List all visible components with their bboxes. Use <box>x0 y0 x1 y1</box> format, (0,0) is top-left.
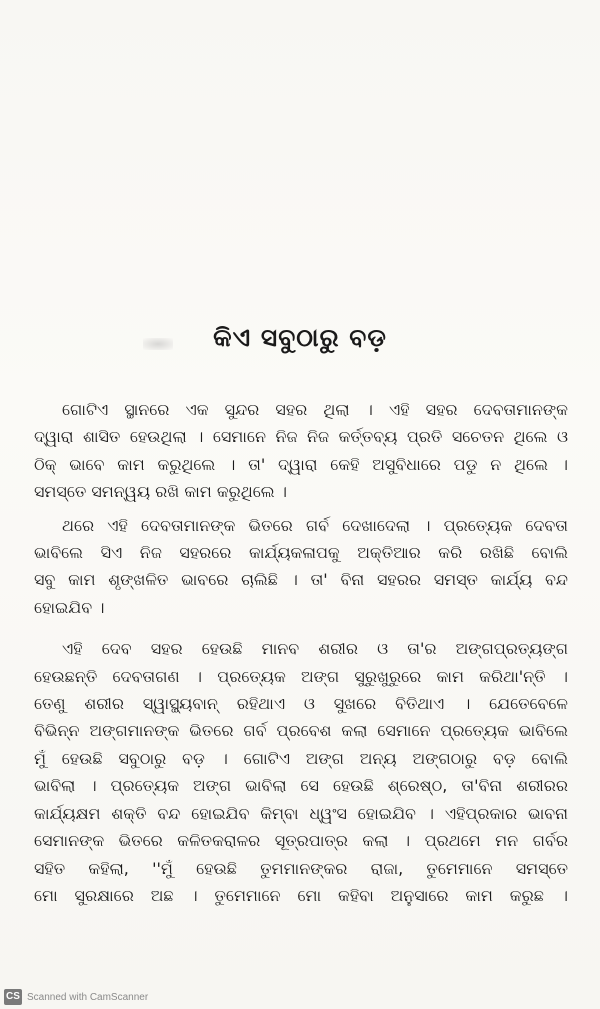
text-line: ଥରେ ଏହି ଦେବତାମାନଙ୍କ ଭିତରେ ଗର୍ବ ଦେଖାଦେଲା । ପ୍ରତ୍ୟେକ ଦେବତା <box>62 515 568 535</box>
paragraph <box>34 396 568 506</box>
text-line: ବିଭିନ୍ନ ଅଙ୍ଗମାନଙ୍କ ଭିତରେ ଗର୍ବ ପ୍ରବେଶ କଲା ସେମାନେ ପ୍ରତ୍ୟେକ ଭାବିଲେ <box>34 721 568 741</box>
text-line: କାର୍ଯ୍ୟକ୍ଷମ ଶକ୍ତି ବନ୍ଦ ହୋଇଯିବ କିମ୍ବା ଧ୍ୱଂସ ହୋଇଯିବ । ଏହିପ୍ରକାର ଭାବନା <box>34 803 568 823</box>
text-line: ଦ୍ୱାରା ଶାସିତ ହେଉଥିଲା । ସେମାନେ ନିଜ ନିଜ କର୍ତ୍ତବ୍ୟ ପ୍ରତି ସଚେତନ ଥିଲେ ଓ <box>34 427 568 447</box>
text-line: ମୁଁ ହେଉଛି ସବୁଠାରୁ ବଡ଼ । ଗୋଟିଏ ଅଙ୍ଗ ଅନ୍ୟ ଅଙ୍ଗଠାରୁ ବଡ଼ ବୋଲି <box>34 748 568 768</box>
text-line: ତେଣୁ ଶରୀର ସ୍ୱାସ୍ଥ୍ୟବାନ୍ ରହିଥାଏ ଓ ସୁଖରେ ବିତିଥାଏ । ଯେତେବେଳେ <box>34 694 568 714</box>
text-line: ସମସ୍ତେ ସମନ୍ୱୟ ରଖି କାମ କରୁଥିଲେ । <box>34 482 287 502</box>
text-line: ସହିତ କହିଲା, ''ମୁଁ ହେଉଛି ତୁମମାନଙ୍କର ରାଜା, ତୁମେମାନେ ସମସ୍ତେ <box>34 858 568 878</box>
text-line: ସେମାନଙ୍କ ଭିତରେ କଳିତକରାଳର ସୂତ୍ରପାତ୍ର କଲା । ପ୍ରଥମେ ମନ ଗର୍ବର <box>34 831 568 851</box>
text-line: ଭାବିଲେ ସିଏ ନିଜ ସହରରେ କାର୍ଯ୍ୟକଳାପକୁ ଅକ୍ତିଆର କରି ରଖିଛି ବୋଲି <box>34 543 568 563</box>
text-line: ଗୋଟିଏ ସ୍ଥାନରେ ଏକ ସୁନ୍ଦର ସହର ଥିଲା । ଏହି ସହର ଦେବତାମାନଙ୍କ <box>62 400 568 419</box>
paragraph <box>34 635 568 909</box>
text-line: ସବୁ କାମ ଶୃଙ୍ଖଳିତ ଭାବରେ ଚାଲିଛି । ତା' ବିନା ସହରର ସମସ୍ତ କାର୍ଯ୍ୟ ବନ୍ଦ <box>34 570 568 590</box>
paragraph <box>34 512 568 622</box>
camscanner-logo-icon: CS <box>4 989 22 1005</box>
story-body <box>34 396 568 915</box>
text-line: ହୋଇଯିବ । <box>34 597 105 617</box>
page-title: କିଏ ସବୁଠାରୁ ବଡ଼ <box>213 323 387 352</box>
text-line: ମୋ ସୁରକ୍ଷାରେ ଅଛ । ତୁମେମାନେ ମୋ କହିବା ଅନୁସାରେ କାମ କରୁଛ । <box>34 885 568 905</box>
text-line: ଭାବିଲା । ପ୍ରତ୍ୟେକ ଅଙ୍ଗ ଭାବିଲା ସେ ହେଉଛି ଶ୍ରେଷ୍ଠ, ତା'ବିନା ଶରୀରର <box>34 776 568 796</box>
watermark-text: Scanned with CamScanner <box>27 991 149 1003</box>
text-line: ଏହି ଦେବ ସହର ହେଉଛି ମାନବ ଶରୀର ଓ ତା'ର ଅଙ୍ଗପ୍ରତ୍ୟଙ୍ଗ <box>62 639 568 659</box>
text-line: ହେଉଛନ୍ତି ଦେବତାଗଣ । ପ୍ରତ୍ୟେକ ଅଙ୍ଗ ସୁରୁଖୁରୁରେ କାମ କରିଥା'ନ୍ତି । <box>34 666 568 686</box>
scanner-watermark <box>4 988 148 1006</box>
text-line: ଠିକ୍ ଭାବେ କାମ କରୁଥିଲେ । ତା' ଦ୍ୱାରା କେହି ଅସୁବିଧାରେ ପଡୁ ନ ଥିଲେ । <box>34 454 568 474</box>
